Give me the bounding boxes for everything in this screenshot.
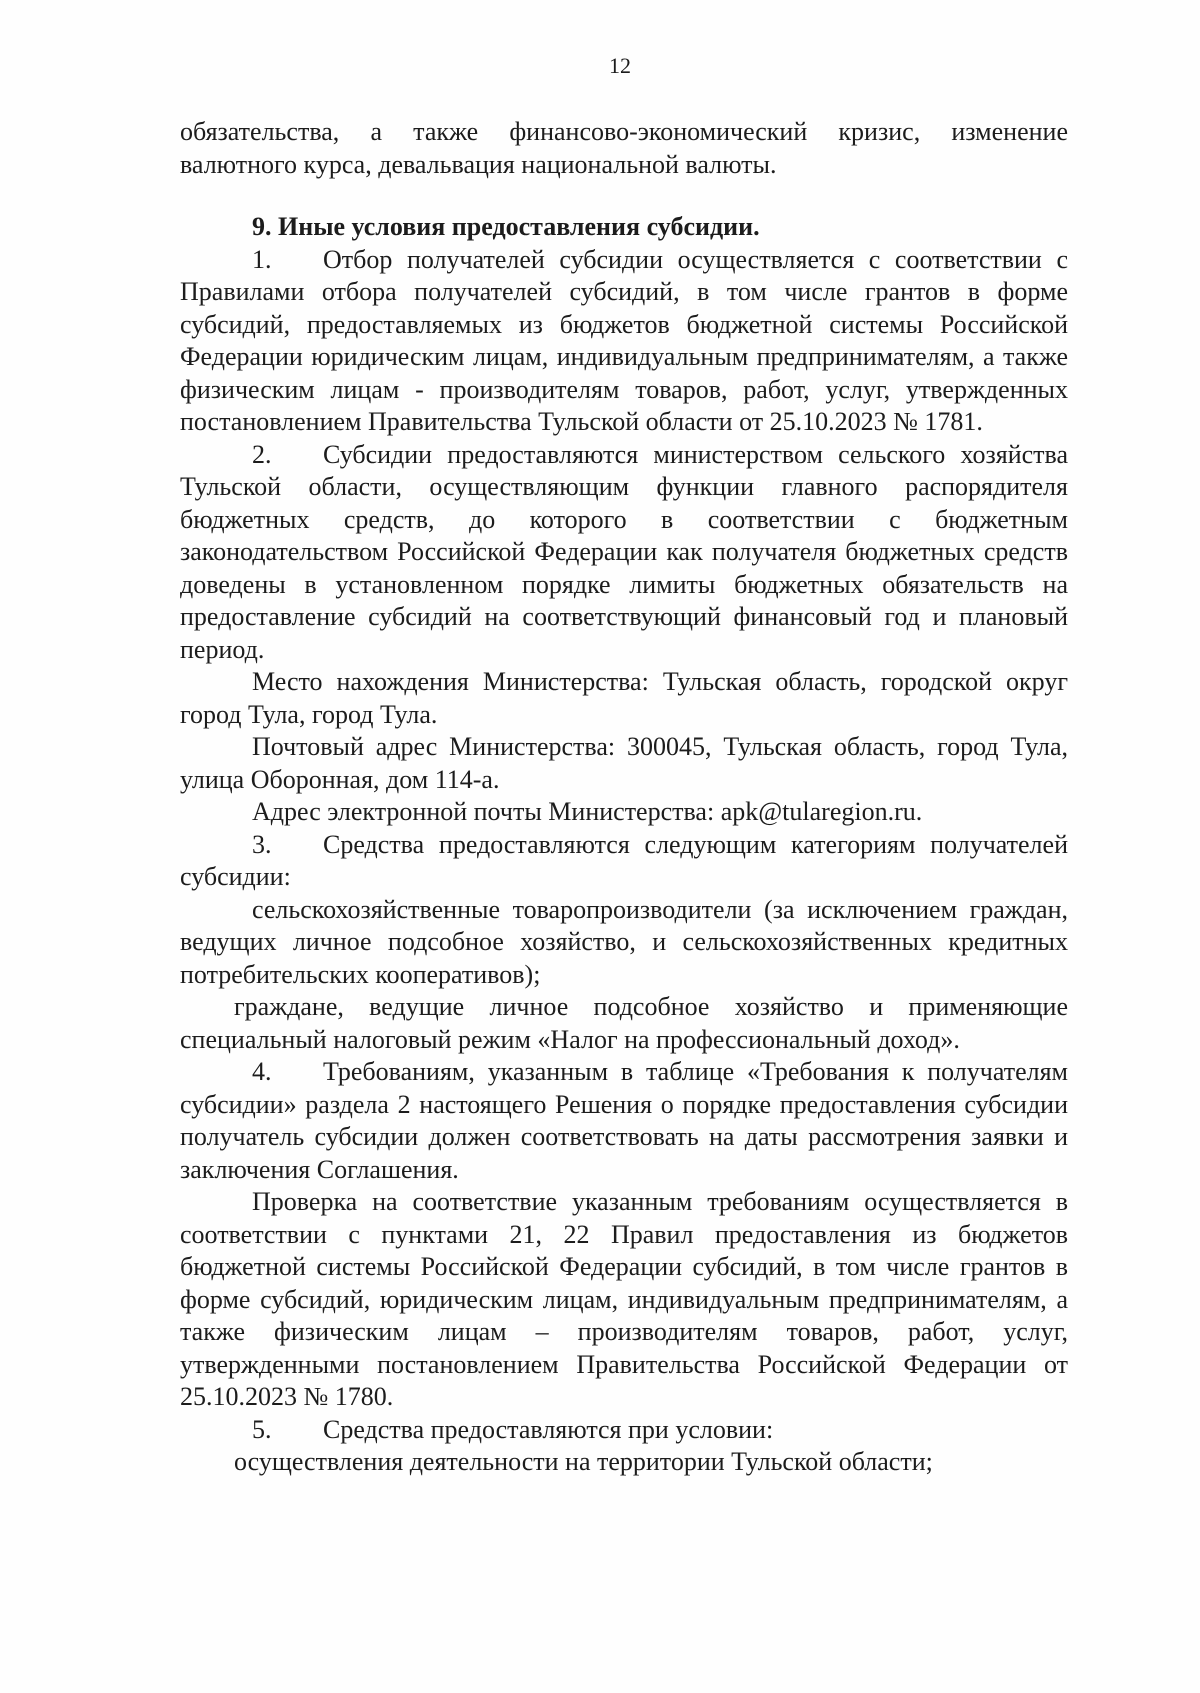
paragraph-continuation: обязательства, а также финансово-экономический кризис, изменение валютного курса, девальвация национальной валюты. — [180, 117, 1068, 179]
paragraph-email: Адрес электронной почты Министерства: apk@tularegion.ru. — [252, 797, 923, 826]
document-body — [180, 116, 1068, 1479]
section-heading: 9. Иные условия предоставления субсидии. — [252, 212, 760, 241]
paragraph-number: 5. — [252, 1414, 272, 1444]
numbered-paragraph-3 — [180, 829, 1068, 894]
numbered-paragraph-2 — [180, 439, 1068, 667]
paragraph-location: Место нахождения Министерства: Тульская область, городской округ город Тула, город Тула. — [180, 667, 1068, 729]
paragraph-verification: Проверка на соответствие указанным требованиям осуществляется в соответствии с пунктами 21, 22 Правил предоставления из бюджетов бюджетной системы Российской Федерации субсидий, в том числе грантов в форме субсидий, юридическим лицам, индивидуальным предпринимателям, а также физическим лицам – производителям товаров, работ, услуг, утвержденными постановлением Правительства Российской Федерации от 25.10.2023 № 1780. — [180, 1187, 1068, 1411]
paragraph-postal-address: Почтовый адрес Министерства: 300045, Тульская область, город Тула, улица Оборонная, дом 114-а. — [180, 732, 1068, 794]
paragraph-text: Средства предоставляются следующим категориям получателей субсидии: — [180, 829, 1068, 891]
paragraph-category-1: сельскохозяйственные товаропроизводители (за исключением граждан, ведущих личное подсобное хозяйство, и сельскохозяйственных кредитных потребительских кооперативов); — [180, 894, 1068, 989]
paragraph-category-2: граждане, ведущие личное подсобное хозяйство и применяющие специальный налоговый режим «Налог на профессиональный доход». — [180, 992, 1068, 1054]
paragraph-text: Требованиям, указанным в таблице «Требования к получателям субсидии» раздела 2 настоящего Решения о порядке предоставления субсидии получатель субсидии должен соответствовать на даты рассмотрения заявки и заключения Соглашения. — [180, 1057, 1068, 1184]
paragraph-number: 2. — [252, 439, 272, 469]
paragraph-text: Отбор получателей субсидии осуществляется с соответствии с Правилами отбора получателей субсидий, в том числе грантов в форме субсидий, предоставляемых из бюджетов бюджетной системы Российской Федерации юридическим лицам, индивидуальным предпринимателям, а также физическим лицам - производителям товаров, работ, услуг, утвержденных постановлением Правительства Тульской области от 25.10.2023 № 1781. — [180, 244, 1068, 436]
paragraph-text: Средства предоставляются при условии: — [323, 1414, 774, 1444]
paragraph-text: Субсидии предоставляются министерством сельского хозяйства Тульской области, осуществляющим функции главного распорядителя бюджетных средств, до которого в соответствии с бюджетным законодательством Российской Федерации как получателя бюджетных средств доведены в установленном порядке лимиты бюджетных обязательств на предоставление субсидий на соответствующий финансовый год и плановый период. — [180, 439, 1068, 664]
numbered-paragraph-1 — [180, 244, 1068, 439]
numbered-paragraph-4 — [180, 1056, 1068, 1186]
paragraph-number: 1. — [252, 244, 272, 274]
page-number: 12 — [609, 53, 631, 78]
paragraph-number: 3. — [252, 829, 272, 859]
numbered-paragraph-5 — [180, 1414, 1068, 1447]
paragraph-condition: осуществления деятельности на территории Тульской области; — [234, 1447, 933, 1476]
paragraph-number: 4. — [252, 1057, 272, 1086]
